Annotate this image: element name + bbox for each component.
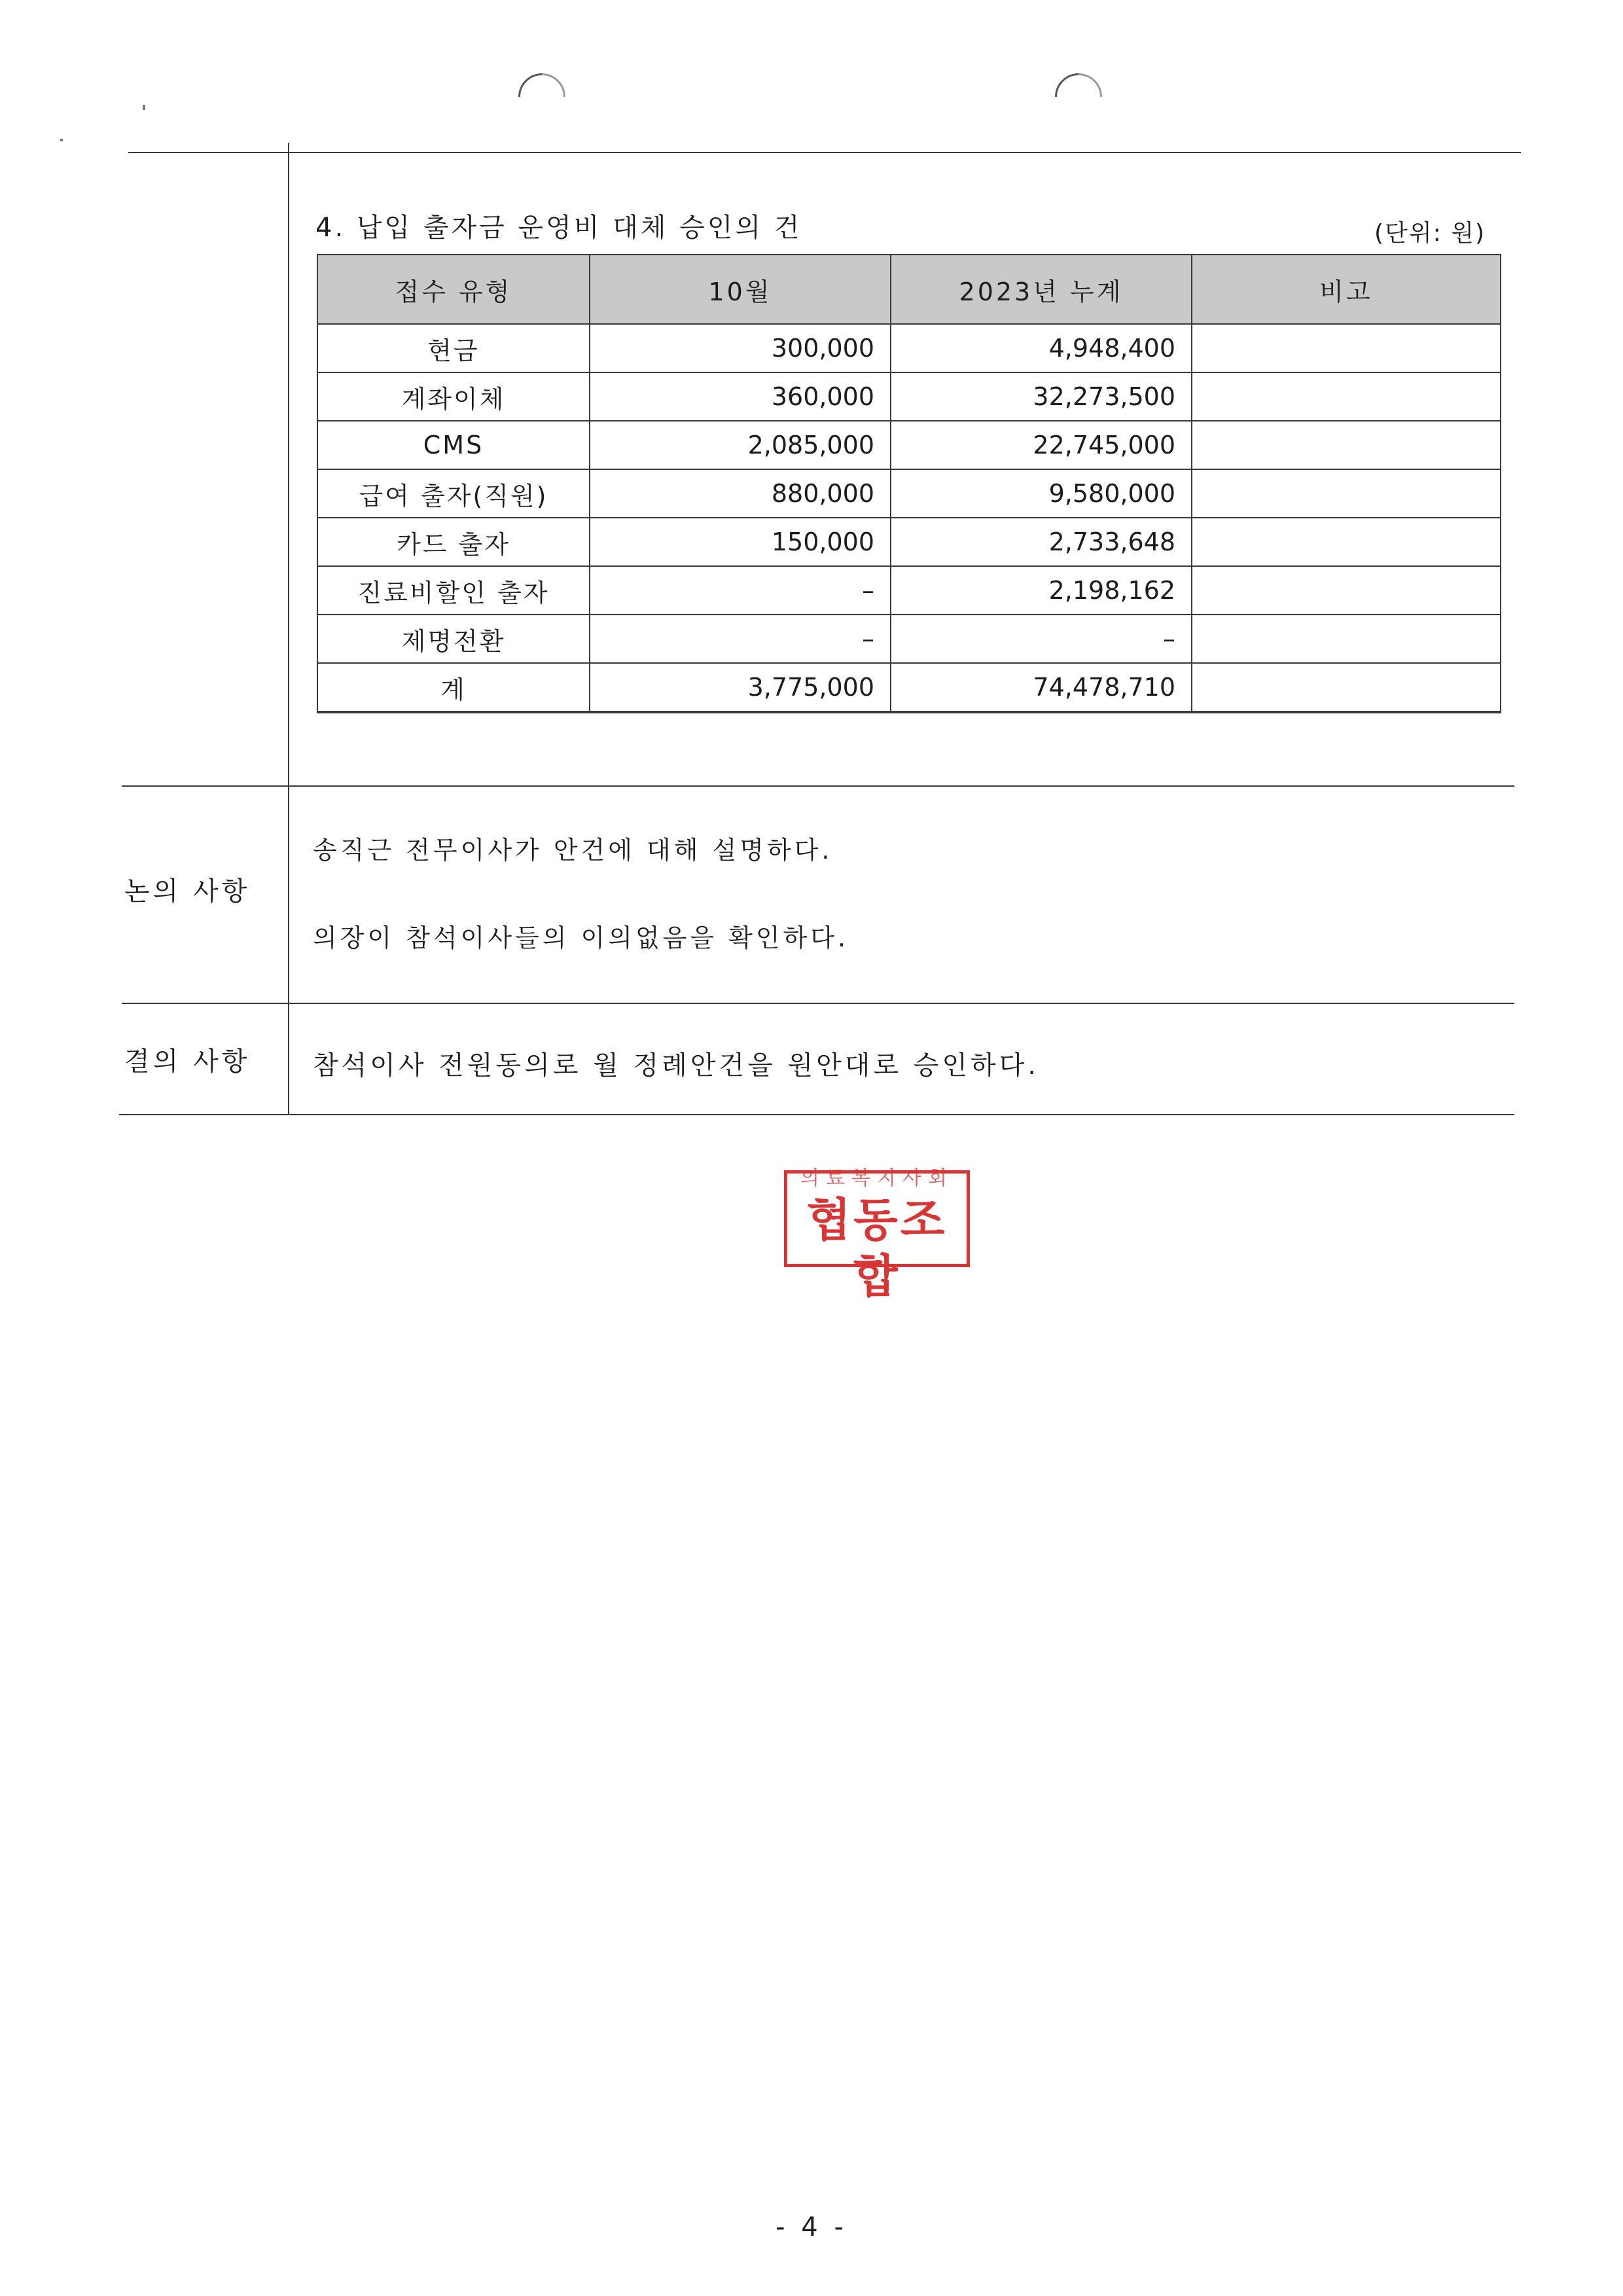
page-number: - 4 -: [776, 2212, 847, 2242]
discussion-line: 송직근 전무이사가 안건에 대해 설명하다.: [313, 836, 833, 865]
note-cell: [1192, 518, 1501, 566]
punch-hole-left: [508, 63, 575, 130]
october-cell: 300,000: [590, 324, 891, 372]
cumulative-cell: 2,198,162: [891, 566, 1192, 615]
table-row: [317, 518, 1501, 566]
october-cell: 360,000: [590, 372, 891, 421]
table-row: [317, 615, 1501, 663]
header-cell: 2023년 누계: [891, 255, 1192, 324]
type-cell: 급여 출자(직원): [317, 469, 590, 518]
cumulative-cell: 32,273,500: [891, 372, 1192, 421]
note-cell: [1192, 469, 1501, 518]
header-cell: 접수 유형: [317, 255, 590, 324]
header-cell: 10월: [590, 255, 891, 324]
table-header-row: [317, 255, 1501, 324]
frame-bottom-line: [119, 1114, 1514, 1115]
frame-resolution-top-line: [122, 1003, 1514, 1004]
cumulative-cell: 2,733,648: [891, 518, 1192, 566]
punch-hole-right: [1045, 63, 1112, 130]
note-cell: [1192, 663, 1501, 712]
type-cell: 제명전환: [317, 615, 590, 663]
scan-dot: [143, 105, 145, 110]
october-cell: –: [590, 615, 891, 663]
seal-top-text: 의료복지사회: [800, 1167, 954, 1190]
table-row: [317, 421, 1501, 469]
resolution-label: 결의 사항: [124, 1047, 251, 1077]
cumulative-cell: 4,948,400: [891, 324, 1192, 372]
cumulative-cell: 74,478,710: [891, 663, 1192, 712]
table-row: [317, 372, 1501, 421]
resolution-text: 참석이사 전원동의로 월 정례안건을 원안대로 승인하다.: [313, 1050, 1040, 1081]
discussion-line: 의장이 참석이사들의 이의없음을 확인하다.: [313, 924, 849, 952]
type-cell: 진료비할인 출자: [317, 566, 590, 615]
note-cell: [1192, 372, 1501, 421]
type-cell: 카드 출자: [317, 518, 590, 566]
section-title: 4. 납입 출자금 운영비 대체 승인의 건: [315, 213, 802, 243]
october-cell: 2,085,000: [590, 421, 891, 469]
october-cell: 3,775,000: [590, 663, 891, 712]
type-cell: CMS: [317, 421, 590, 469]
type-cell: 계: [317, 663, 590, 712]
header-cell: 비고: [1192, 255, 1501, 324]
frame-label-column-divider: [288, 143, 289, 1114]
contribution-table: [317, 254, 1501, 713]
note-cell: [1192, 615, 1501, 663]
october-cell: –: [590, 566, 891, 615]
table-row: [317, 324, 1501, 372]
cumulative-cell: –: [891, 615, 1192, 663]
type-cell: 계좌이체: [317, 372, 590, 421]
note-cell: [1192, 324, 1501, 372]
frame-discussion-top-line: [122, 785, 1514, 787]
cumulative-cell: 22,745,000: [891, 421, 1192, 469]
note-cell: [1192, 421, 1501, 469]
table-row: [317, 566, 1501, 615]
table-total-row: [317, 663, 1501, 712]
note-cell: [1192, 566, 1501, 615]
type-cell: 현금: [317, 324, 590, 372]
unit-note: (단위: 원): [1374, 220, 1486, 247]
october-cell: 150,000: [590, 518, 891, 566]
frame-top-line: [128, 152, 1521, 153]
discussion-label: 논의 사항: [124, 876, 251, 906]
seal-main-text: 협동조합: [806, 1193, 948, 1303]
october-cell: 880,000: [590, 469, 891, 518]
table-row: [317, 469, 1501, 518]
organization-seal: [784, 1167, 970, 1303]
scan-dot: [60, 139, 63, 141]
cumulative-cell: 9,580,000: [891, 469, 1192, 518]
